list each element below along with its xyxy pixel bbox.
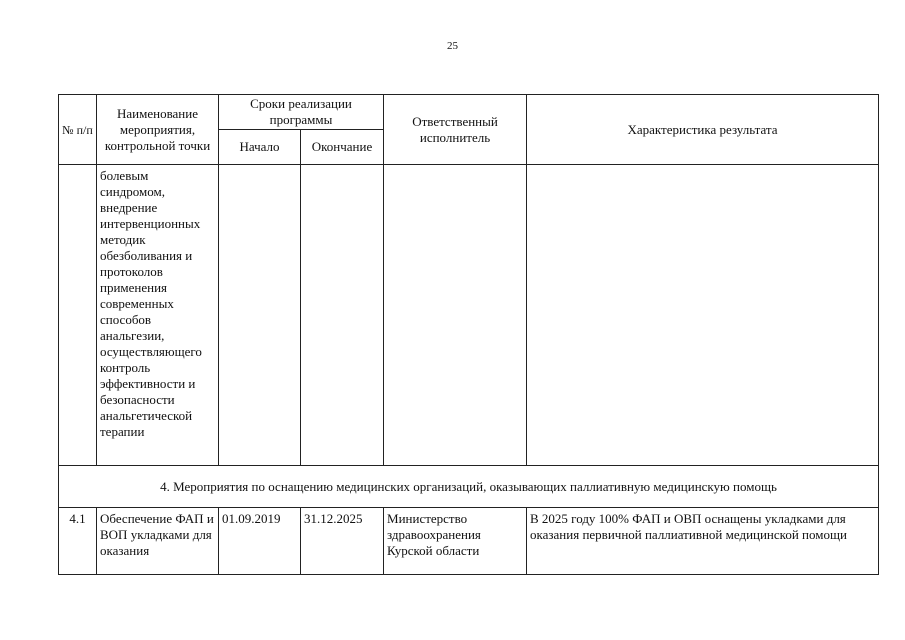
continuation-name: болевым синдромом, внедрение интервенционных методик обезболивания и протоколов применения современных способов анальгезии, осуществляющего контроль эффективности и безопасности анальгетической терапии — [100, 168, 202, 439]
header-end: Окончание — [301, 130, 384, 165]
section-row — [59, 466, 879, 508]
row-responsible-cell — [384, 508, 527, 575]
row-name-cell — [97, 508, 219, 575]
row-responsible: Министерство здравоохранения Курской области — [387, 511, 481, 558]
continuation-responsible-cell — [384, 165, 527, 466]
row-name: Обеспечение ФАП и ВОП укладками для оказания — [100, 511, 214, 558]
row-num-cell — [59, 508, 97, 575]
row-num: 4.1 — [69, 511, 86, 526]
row-result-cell — [527, 508, 879, 575]
row-start: 01.09.2019 — [222, 511, 281, 526]
header-responsible — [384, 95, 527, 165]
header-name — [97, 95, 219, 165]
header-name-label: Наименование мероприятия, контрольной точки — [104, 105, 211, 153]
continuation-name-cell — [97, 165, 219, 466]
continuation-end-cell — [301, 165, 384, 466]
row-result: В 2025 году 100% ФАП и ОВП оснащены укладками для оказания первичной паллиативной медицинской помощи — [530, 511, 847, 542]
row-start-cell — [219, 508, 301, 575]
continuation-num-cell — [59, 165, 97, 466]
table-row — [59, 508, 879, 575]
row-end: 31.12.2025 — [304, 511, 363, 526]
header-result: Характеристика результата — [527, 95, 879, 165]
header-start: Начало — [219, 130, 301, 165]
continuation-result-cell — [527, 165, 879, 466]
row-end-cell — [301, 508, 384, 575]
header-num: № п/п — [59, 95, 97, 165]
continuation-start-cell — [219, 165, 301, 466]
header-period: Сроки реализации программы — [219, 95, 384, 130]
table-header-row — [59, 95, 879, 130]
continuation-row — [59, 165, 879, 466]
page-number: 25 — [447, 40, 458, 52]
section-title: 4. Мероприятия по оснащению медицинских организаций, оказывающих паллиативную медицинскую помощь — [59, 466, 879, 508]
activities-table — [58, 94, 879, 575]
header-responsible-label: Ответственный исполнитель — [412, 113, 498, 145]
